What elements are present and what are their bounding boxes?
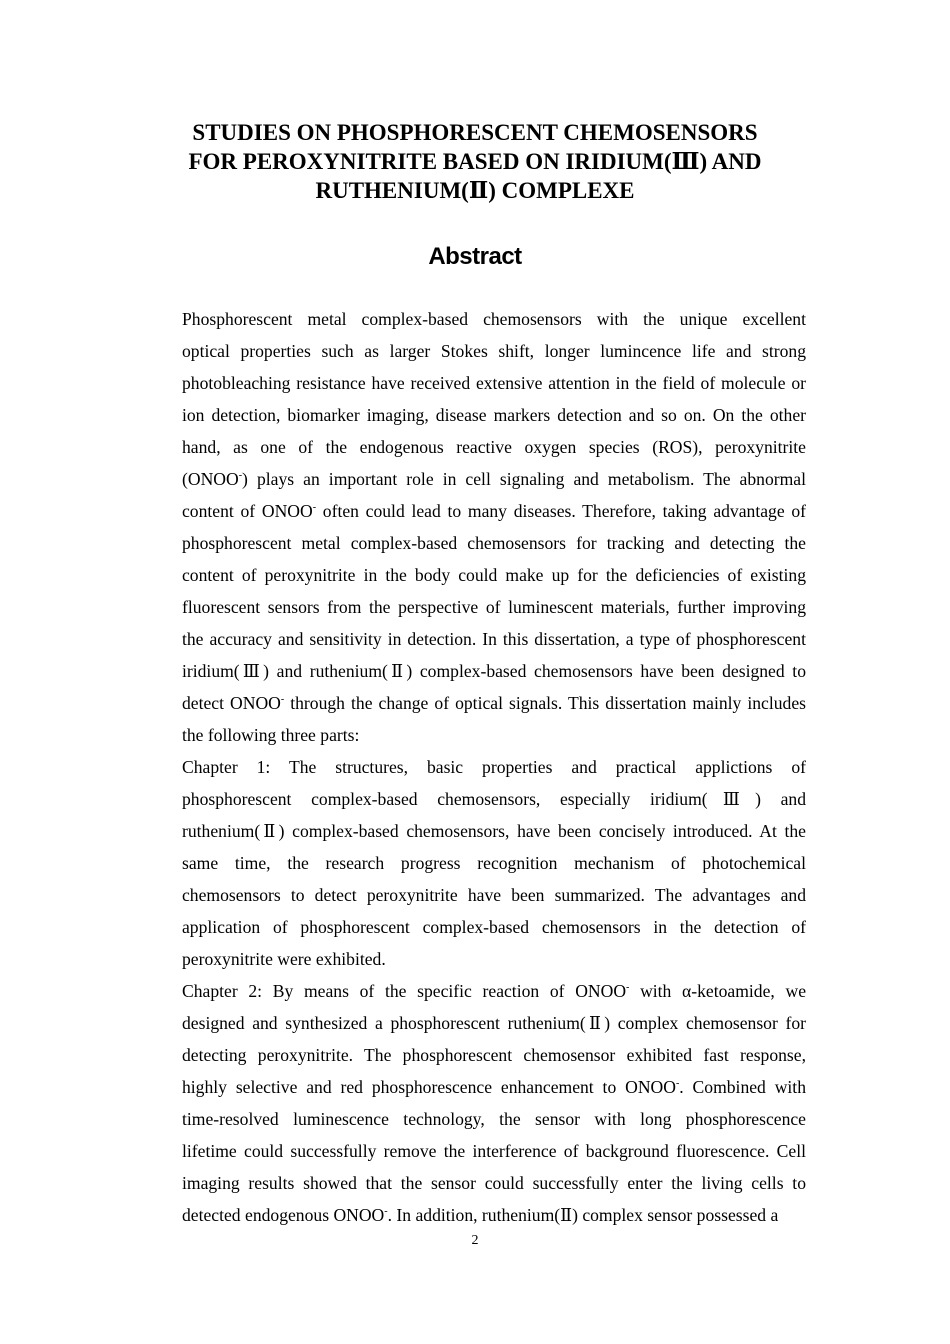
text-line: optical properties such as larger Stokes shift, longer lumincence life and strong	[182, 341, 806, 361]
text-line: phosphorescent metal complex-based chemosensors for tracking and detecting the	[182, 533, 806, 553]
text-line: the accuracy and sensitivity in detection. In this dissertation, a type of phosphorescent	[182, 629, 806, 649]
paper-title	[130, 118, 820, 205]
text-line: content of ONOO- often could lead to many diseases. Therefore, taking advantage of	[182, 501, 807, 521]
text-line: Chapter 2: By means of the specific reaction of ONOO- with α-ketoamide, we	[182, 981, 807, 1001]
text-line: designed and synthesized a phosphorescent ruthenium(Ⅱ) complex chemosensor for	[182, 1013, 806, 1033]
text-line: detected endogenous ONOO-. In addition, ruthenium(Ⅱ) complex sensor possessed a	[182, 1205, 779, 1225]
text-line: detecting peroxynitrite. The phosphorescent chemosensor exhibited fast response,	[182, 1045, 806, 1065]
title-line: STUDIES ON PHOSPHORESCENT CHEMOSENSORS	[192, 120, 758, 145]
text-line: chemosensors to detect peroxynitrite have been summarized. The advantages and	[182, 885, 806, 905]
text-line: Chapter 1: The structures, basic properties and practical applictions of	[182, 757, 806, 777]
text-line: Phosphorescent metal complex-based chemosensors with the unique excellent	[182, 309, 806, 329]
text-line: lifetime could successfully remove the interference of background fluorescence. Cell	[182, 1141, 806, 1161]
text-line: content of peroxynitrite in the body could make up for the deficiencies of existing	[182, 565, 806, 585]
abstract-paragraph	[144, 975, 806, 1231]
text-line: phosphorescent complex-based chemosensors, especially iridium(Ⅲ) and	[182, 789, 806, 809]
abstract-heading: Abstract	[428, 243, 522, 270]
title-line: FOR PEROXYNITRITE BASED ON IRIDIUM(Ⅲ) AND	[188, 149, 762, 174]
text-line: detect ONOO- through the change of optical signals. This dissertation mainly includes	[182, 693, 806, 713]
text-line: same time, the research progress recognition mechanism of photochemical	[182, 853, 806, 873]
text-line: ruthenium(Ⅱ) complex-based chemosensors, have been concisely introduced. At the	[182, 821, 806, 841]
text-line: hand, as one of the endogenous reactive oxygen species (ROS), peroxynitrite	[182, 437, 806, 457]
abstract-paragraph	[144, 303, 806, 751]
text-line: ion detection, biomarker imaging, disease markers detection and so on. On the other	[182, 405, 806, 425]
text-line: photobleaching resistance have received extensive attention in the field of molecule or	[182, 373, 806, 393]
text-line: peroxynitrite were exhibited.	[182, 949, 386, 969]
text-line: fluorescent sensors from the perspective of luminescent materials, further improving	[182, 597, 806, 617]
abstract-body	[144, 303, 806, 1231]
text-line: (ONOO-) plays an important role in cell signaling and metabolism. The abnormal	[182, 469, 806, 489]
page-number: 2	[471, 1233, 479, 1248]
text-line: highly selective and red phosphorescence enhancement to ONOO-. Combined with	[182, 1077, 806, 1097]
text-line: imaging results showed that the sensor could successfully enter the living cells to	[182, 1173, 806, 1193]
abstract-paragraph	[144, 751, 806, 975]
text-line: application of phosphorescent complex-based chemosensors in the detection of	[182, 917, 806, 937]
text-line: iridium(Ⅲ) and ruthenium(Ⅱ) complex-based chemosensors have been designed to	[182, 661, 806, 681]
text-line: the following three parts:	[182, 725, 360, 745]
title-line: RUTHENIUM(Ⅱ) COMPLEXE	[315, 178, 635, 203]
text-line: time-resolved luminescence technology, the sensor with long phosphorescence	[182, 1109, 806, 1129]
